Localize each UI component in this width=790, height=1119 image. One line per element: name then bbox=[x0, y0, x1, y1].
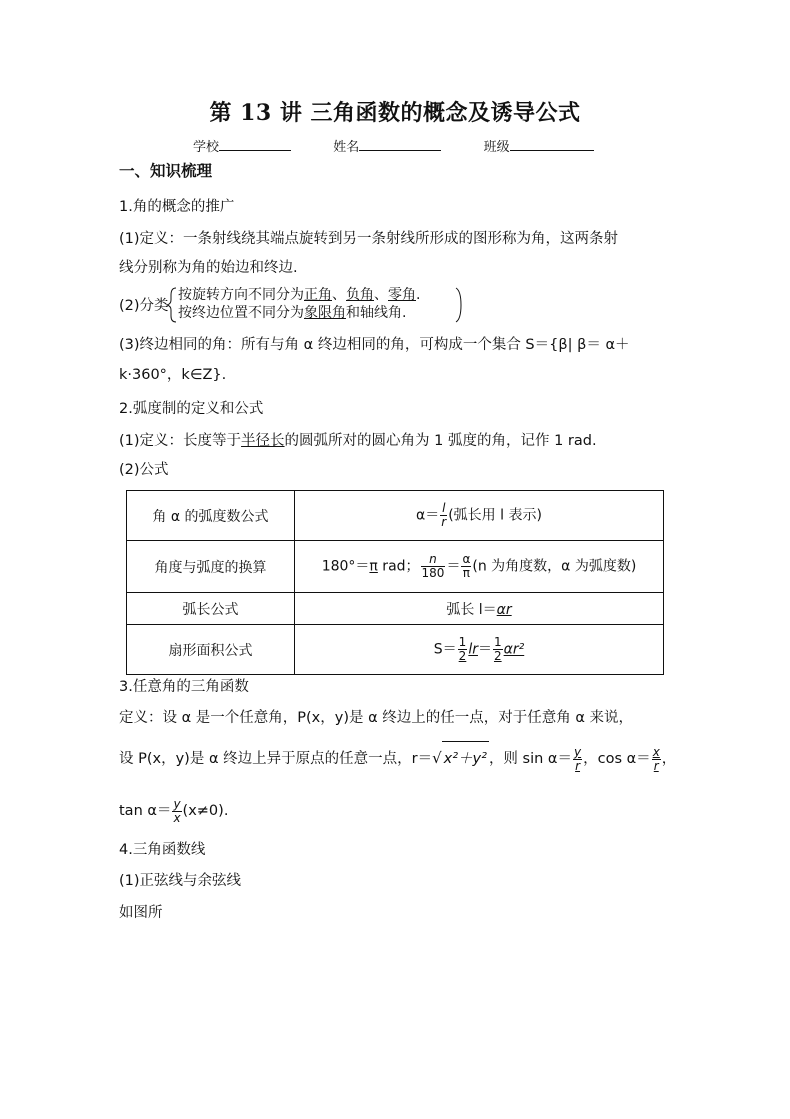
coterminal-line-1: (3)终边相同的角：所有与角 α 终边相同的角，可构成一个集合 S＝{β| β＝ α＋ bbox=[119, 337, 630, 353]
table-cell-formula: α＝ $\frac{l}{r}$ (弧长用 l 表示) bbox=[295, 491, 664, 541]
section-heading: 一、知识梳理 bbox=[119, 162, 213, 180]
sine-cosine-line-item: (1)正弦线与余弦线 bbox=[119, 873, 242, 889]
table-cell-name: 角度与弧度的换算 bbox=[127, 541, 295, 593]
table-cell-formula: 弧长 l＝αr bbox=[295, 593, 664, 625]
table-row bbox=[127, 491, 664, 541]
table-row bbox=[127, 625, 664, 675]
subsection-4-heading: 4.三角函数线 bbox=[119, 842, 206, 858]
quadrant-angle: 象限角 bbox=[304, 305, 346, 321]
trig-definition-line-1: 定义：设 α 是一个任意角，P(x，y)是 α 终边上的任一点，对于任意角 α 来说， bbox=[119, 710, 634, 726]
table-row bbox=[127, 541, 664, 593]
student-info-line bbox=[193, 136, 594, 155]
table-cell-name: 弧长公式 bbox=[127, 593, 295, 625]
negative-angle: 负角 bbox=[346, 287, 374, 303]
zero-angle: 零角 bbox=[388, 287, 416, 303]
subsection-2-heading: 2.弧度制的定义和公式 bbox=[119, 401, 264, 417]
cos-fraction: $\frac{x}{r}$ bbox=[652, 744, 660, 773]
sin-fraction: $\frac{y}{r}$ bbox=[574, 744, 582, 773]
radius-length: 半径长 bbox=[241, 433, 285, 449]
formula-label: (2)公式 bbox=[119, 462, 169, 478]
definition-line-2: 线分别称为角的始边和终边. bbox=[119, 260, 298, 276]
figure-reference: 如图所 bbox=[119, 905, 163, 921]
tan-definition: tan α＝ $\frac{y}{x}$ (x≠0). bbox=[119, 796, 229, 825]
tan-fraction: $\frac{y}{x}$ bbox=[173, 796, 181, 825]
class-label: 班级 bbox=[483, 140, 510, 155]
table-row bbox=[127, 593, 664, 625]
school-label: 学校 bbox=[193, 140, 220, 155]
subsection-3-heading: 3.任意角的三角函数 bbox=[119, 679, 249, 695]
radian-definition: (1)定义：长度等于半径长的圆弧所对的圆心角为 1 弧度的角，记作 1 rad. bbox=[119, 433, 597, 449]
class-blank[interactable] bbox=[510, 138, 594, 151]
coterminal-line-2: k·360°，k∈Z}. bbox=[119, 367, 227, 383]
page-title: 第 13 讲 三角函数的概念及诱导公式 bbox=[209, 100, 581, 126]
classification-by-position: 按终边位置不同分为象限角和轴线角. bbox=[178, 305, 407, 321]
trig-definition-line-2: 设 P(x，y)是 α 终边上异于原点的任意一点，r＝√ x²＋y² ，则 sin α＝ $\frac{y}{r}$ ，cos α＝ $\frac{x}{r}$ ， bbox=[119, 741, 676, 776]
positive-angle: 正角 bbox=[304, 287, 332, 303]
classification-by-rotation: 按旋转方向不同分为正角、负角、零角. bbox=[178, 287, 421, 303]
table-cell-formula: S＝ $\frac{1}{2}$ lr＝ $\frac{1}{2}$ αr² bbox=[295, 625, 664, 675]
classification-label: (2)分类 bbox=[119, 298, 169, 314]
school-blank[interactable] bbox=[219, 138, 291, 151]
table-cell-formula: 180°＝π rad； $\frac{n}{180}$ ＝ $\frac{\alpha}{\pi}$ (n 为角度数，α 为弧度数) bbox=[295, 541, 664, 593]
name-blank[interactable] bbox=[359, 138, 441, 151]
name-label: 姓名 bbox=[333, 140, 360, 155]
definition-line-1: (1)定义：一条射线绕其端点旋转到另一条射线所形成的图形称为角，这两条射 bbox=[119, 231, 619, 247]
table-cell-name: 扇形面积公式 bbox=[127, 625, 295, 675]
subsection-1-heading: 1.角的概念的推广 bbox=[119, 199, 235, 215]
table-cell-name: 角 α 的弧度数公式 bbox=[127, 491, 295, 541]
formula-table bbox=[126, 490, 664, 675]
